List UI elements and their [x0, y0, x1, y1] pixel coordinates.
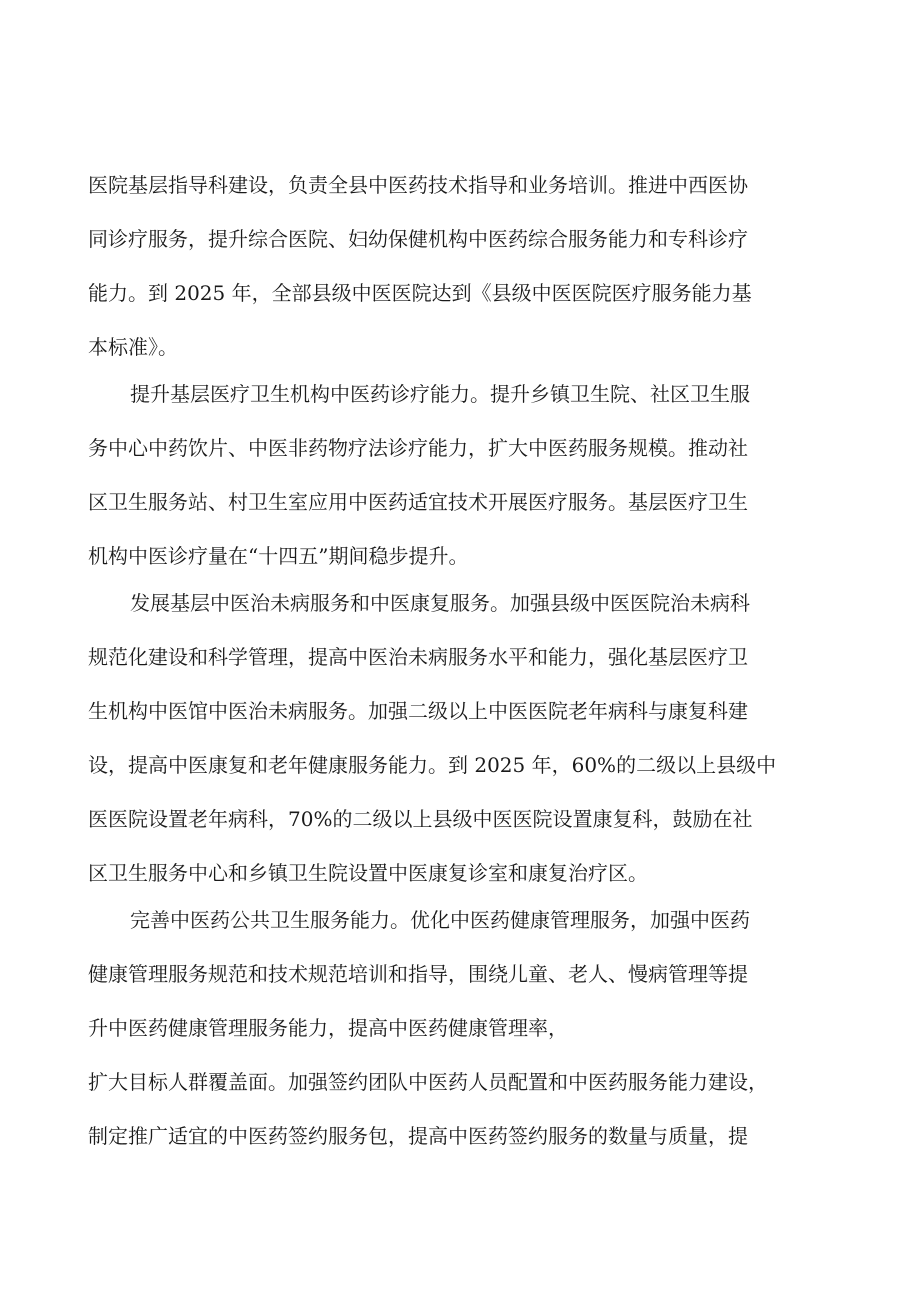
text-line	[0, 846, 920, 900]
text-line	[0, 421, 920, 475]
text-line-content: 同诊疗服务，提升综合医院、妇幼保健机构中医药综合服务能力和专科诊疗	[88, 227, 748, 251]
text-line-content: 区卫生服务中心和乡镇卫生院设置中医康复诊室和康复治疗区。	[88, 861, 648, 885]
text-line-content: 提升基层医疗卫生机构中医药诊疗能力。提升乡镇卫生院、社区卫生服	[130, 382, 750, 406]
text-line	[0, 1109, 920, 1163]
text-line-content: 能力。到 2025 年，全部县级中医医院达到《县级中医医院医疗服务能力基	[88, 281, 752, 305]
text-line	[0, 947, 920, 1001]
text-line	[0, 630, 920, 684]
text-line-content: 医院基层指导科建设，负责全县中医药技术指导和业务培训。推进中西医协	[88, 173, 748, 197]
text-line	[0, 367, 920, 421]
text-line-content: 扩大目标人群覆盖面。加强签约团队中医药人员配置和中医药服务能力建设，	[88, 1070, 768, 1094]
text-line-content: 本标准》。	[88, 335, 178, 359]
text-line	[0, 158, 920, 212]
text-line-content: 制定推广适宜的中医药签约服务包，提高中医药签约服务的数量与质量，提	[88, 1124, 748, 1148]
text-line	[0, 212, 920, 266]
text-line	[0, 529, 920, 583]
text-line	[0, 1001, 920, 1055]
text-line-content: 升中医药健康管理服务能力，提高中医药健康管理率，	[88, 1016, 568, 1040]
text-line	[0, 738, 920, 792]
text-line-content: 发展基层中医治未病服务和中医康复服务。加强县级中医医院治未病科	[130, 591, 750, 615]
text-line	[0, 475, 920, 529]
text-line	[0, 792, 920, 846]
text-line	[0, 1055, 920, 1109]
text-line	[0, 893, 920, 947]
text-line	[0, 576, 920, 630]
text-line-content: 机构中医诊疗量在“十四五”期间稳步提升。	[88, 544, 469, 568]
text-line-content: 设，提高中医康复和老年健康服务能力。到 2025 年，60%的二级以上县级中	[88, 753, 777, 777]
text-line-content: 完善中医药公共卫生服务能力。优化中医药健康管理服务，加强中医药	[130, 908, 750, 932]
text-line-content: 生机构中医馆中医治未病服务。加强二级以上中医医院老年病科与康复科建	[88, 699, 748, 723]
text-line-content: 规范化建设和科学管理，提高中医治未病服务水平和能力，强化基层医疗卫	[88, 645, 748, 669]
text-line	[0, 684, 920, 738]
text-line-content: 健康管理服务规范和技术规范培训和指导，围绕儿童、老人、慢病管理等提	[88, 962, 748, 986]
text-line	[0, 320, 920, 374]
text-line-content: 区卫生服务站、村卫生室应用中医药适宜技术开展医疗服务。基层医疗卫生	[88, 490, 748, 514]
text-line-content: 务中心中药饮片、中医非药物疗法诊疗能力，扩大中医药服务规模。推动社	[88, 436, 748, 460]
text-line	[0, 266, 920, 320]
text-line-content: 医医院设置老年病科，70%的二级以上县级中医医院设置康复科，鼓励在社	[88, 807, 753, 831]
